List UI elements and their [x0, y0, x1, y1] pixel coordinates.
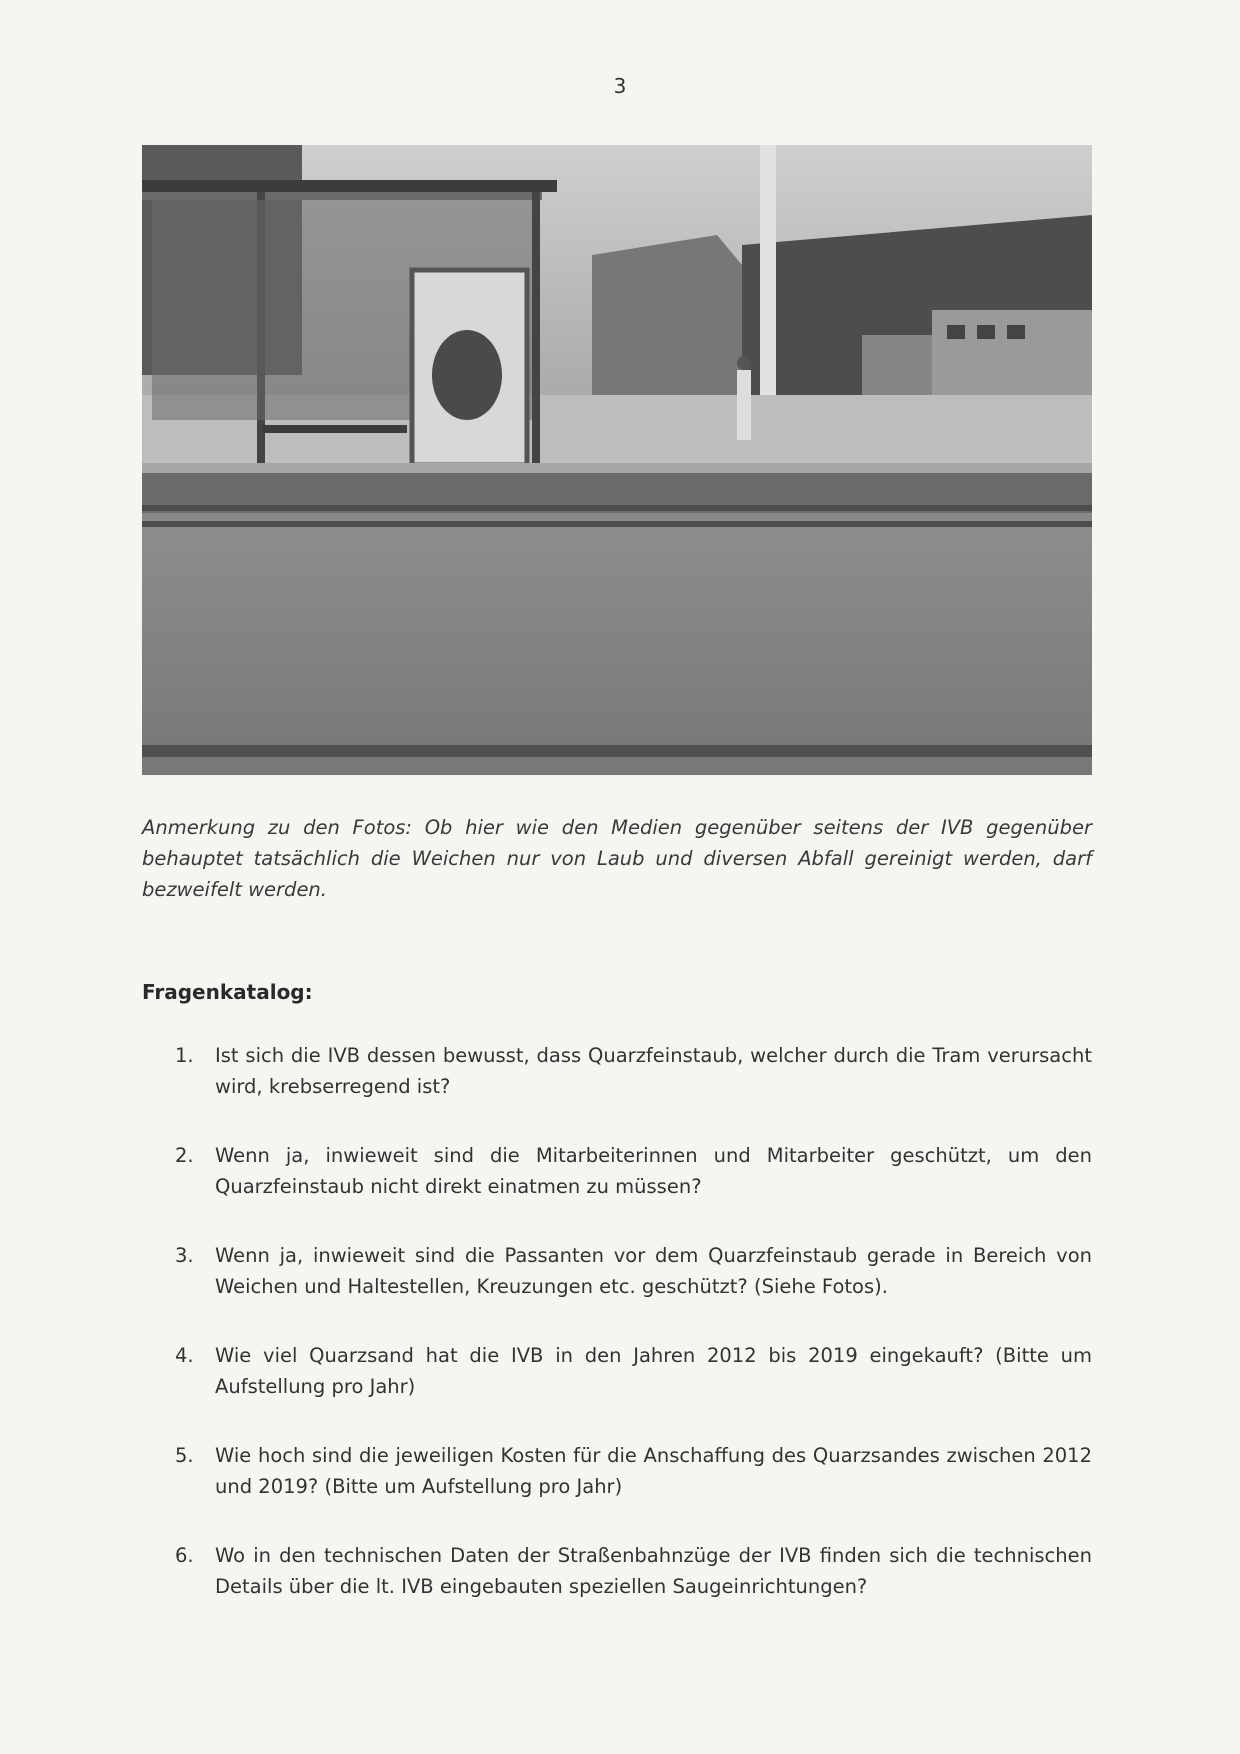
tram-stop-photo — [142, 145, 1092, 775]
list-item-number: 4. — [175, 1344, 194, 1367]
page-number: 3 — [613, 74, 627, 98]
list-item — [175, 1540, 1092, 1602]
list-item-text: Wenn ja, inwieweit sind die Passanten vor dem Quarzfeinstaub gerade in Bereich von Weichen und Haltestellen, Kreuzungen etc. geschützt? (Siehe Fotos). — [215, 1244, 1092, 1298]
list-item-text: Wenn ja, inwieweit sind die Mitarbeiterinnen und Mitarbeiter geschützt, um den Quarzfeinstaub nicht direkt einatmen zu müssen? — [215, 1144, 1092, 1198]
list-item-number: 1. — [175, 1044, 194, 1067]
list-item — [175, 1340, 1092, 1402]
section-heading: Fragenkatalog: — [142, 980, 313, 1004]
list-item-text: Ist sich die IVB dessen bewusst, dass Quarzfeinstaub, welcher durch die Tram verursacht wird, krebserregend ist? — [215, 1044, 1092, 1098]
list-item-text: Wie hoch sind die jeweiligen Kosten für die Anschaffung des Quarzsandes zwischen 2012 und 2019? (Bitte um Aufstellung pro Jahr) — [215, 1444, 1092, 1498]
list-item-number: 2. — [175, 1144, 194, 1167]
list-item-number: 5. — [175, 1444, 194, 1467]
list-item-number: 3. — [175, 1244, 194, 1267]
photo-caption: Anmerkung zu den Fotos: Ob hier wie den Medien gegenüber seitens der IVB gegenüber behauptet tatsächlich die Weichen nur von Laub und diversen Abfall gereinigt werden, darf bezweifelt werden. — [142, 816, 1092, 901]
list-item — [175, 1140, 1092, 1202]
list-item-text: Wie viel Quarzsand hat die IVB in den Jahren 2012 bis 2019 eingekauft? (Bitte um Aufstellung pro Jahr) — [215, 1344, 1092, 1398]
list-item — [175, 1440, 1092, 1502]
list-item — [175, 1240, 1092, 1302]
list-item-text: Wo in den technischen Daten der Straßenbahnzüge der IVB finden sich die technischen Details über die lt. IVB eingebauten speziellen Saugeinrichtungen? — [215, 1544, 1092, 1598]
list-item-number: 6. — [175, 1544, 194, 1567]
list-item — [175, 1040, 1092, 1102]
